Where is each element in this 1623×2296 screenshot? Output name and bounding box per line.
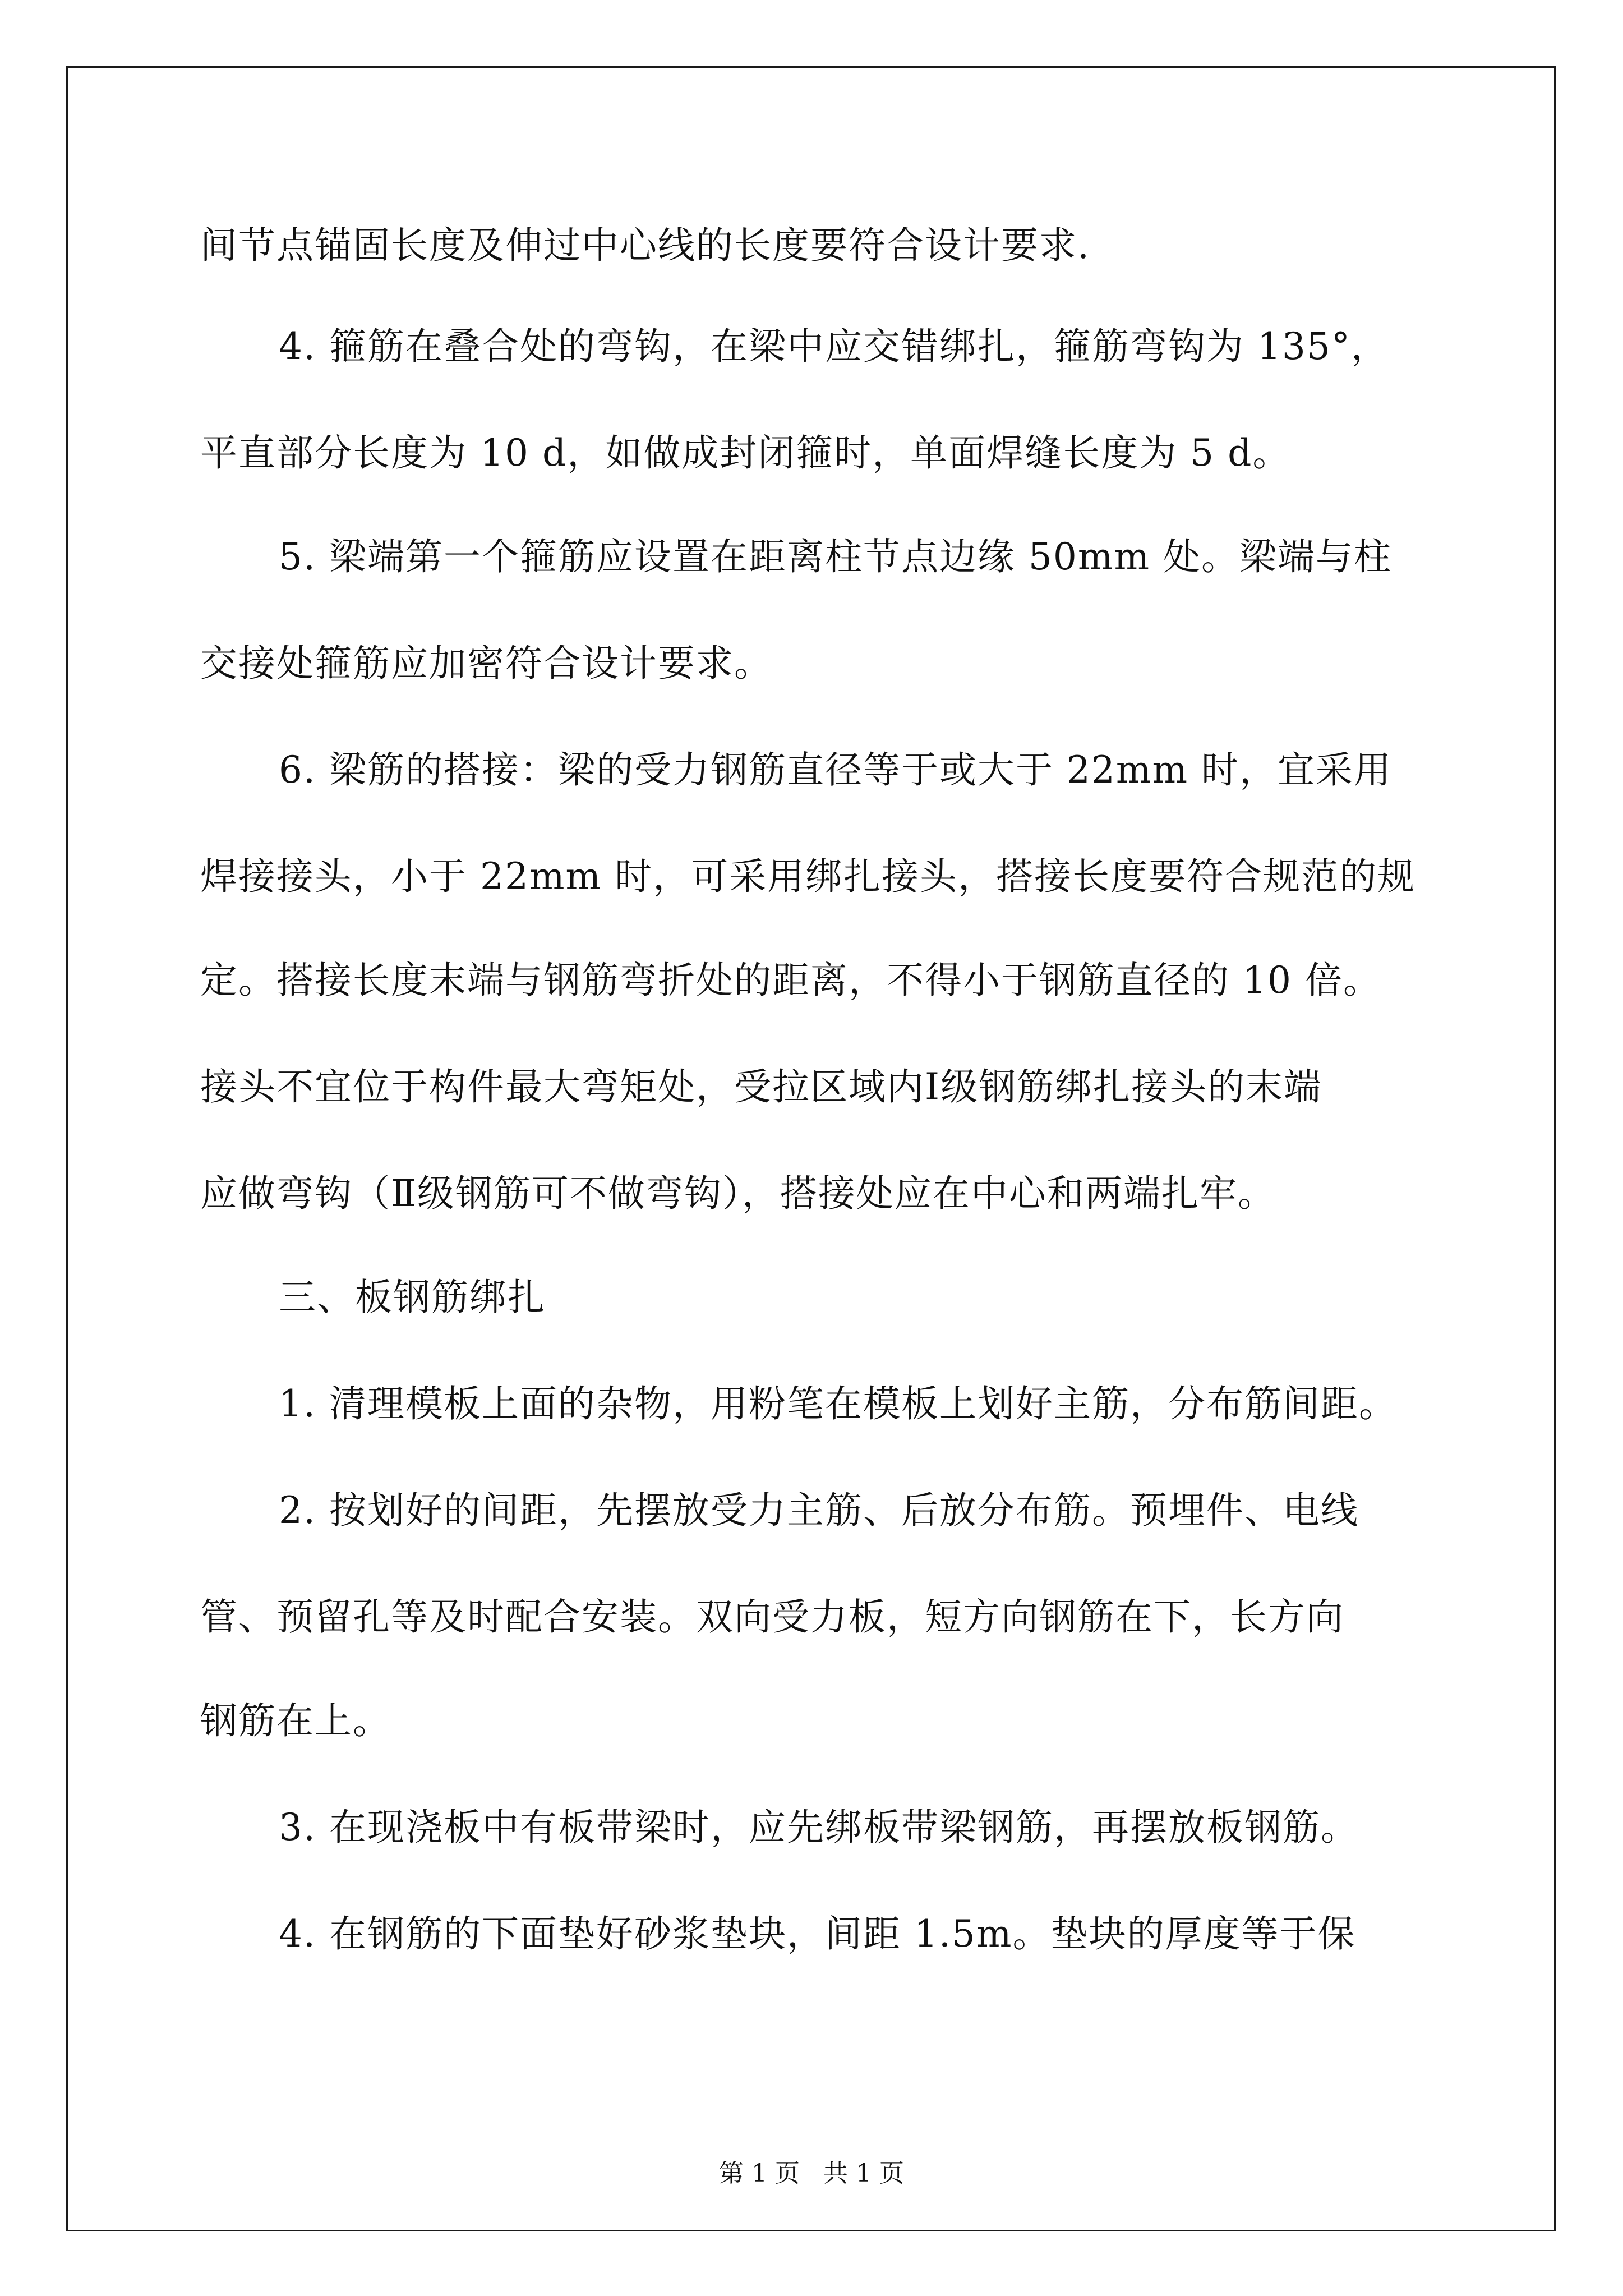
text-line-14: 管、预留孔等及时配合安装。双向受力板，短方向钢筋在下，长方向 <box>200 1595 1344 1639</box>
text-line-6: 6. 梁筋的搭接：梁的受力钢筋直径等于或大于 22mm 时，宜采用 <box>279 748 1393 792</box>
page-number-footer: 第 1 页 共 1 页 <box>719 2159 904 2188</box>
text-line-10: 应做弯钩（Ⅱ级钢筋可不做弯钩），搭接处应在中心和两端扎牢。 <box>200 1172 1276 1215</box>
text-line-5: 交接处箍筋应加密符合设计要求。 <box>200 642 772 685</box>
text-line-8: 定。搭接长度末端与钢筋弯折处的距离，不得小于钢筋直径的 10 倍。 <box>200 959 1381 1002</box>
text-line-1: 间节点锚固长度及伸过中心线的长度要符合设计要求. <box>200 224 1090 267</box>
text-line-16: 3. 在现浇板中有板带梁时，应先绑板带梁钢筋，再摆放板钢筋。 <box>279 1806 1359 1849</box>
text-line-13: 2. 按划好的间距，先摆放受力主筋、后放分布筋。预埋件、电线 <box>279 1489 1359 1532</box>
text-line-4: 5. 梁端第一个箍筋应设置在距离柱节点边缘 50mm 处。梁端与柱 <box>279 535 1393 578</box>
text-line-17: 4. 在钢筋的下面垫好砂浆垫块，间距 1.5m。垫块的厚度等于保 <box>279 1912 1356 1955</box>
text-line-3: 平直部分长度为 10 d，如做成封闭箍时，单面焊缝长度为 5 d。 <box>200 431 1291 475</box>
text-line-9: 接头不宜位于构件最大弯矩处，受拉区域内Ⅰ级钢筋绑扎接头的末端 <box>200 1065 1322 1108</box>
section-heading: 三、板钢筋绑扎 <box>279 1276 546 1319</box>
page-border <box>66 66 1556 2231</box>
text-line-2: 4. 箍筋在叠合处的弯钩，在梁中应交错绑扎，箍筋弯钩为 135°， <box>279 325 1389 368</box>
text-line-12: 1. 清理模板上面的杂物，用粉笔在模板上划好主筋，分布筋间距。 <box>279 1382 1397 1425</box>
text-line-7: 焊接接头，小于 22mm 时，可采用绑扎接头，搭接长度要符合规范的规 <box>200 855 1416 898</box>
text-line-15: 钢筋在上。 <box>200 1699 391 1742</box>
